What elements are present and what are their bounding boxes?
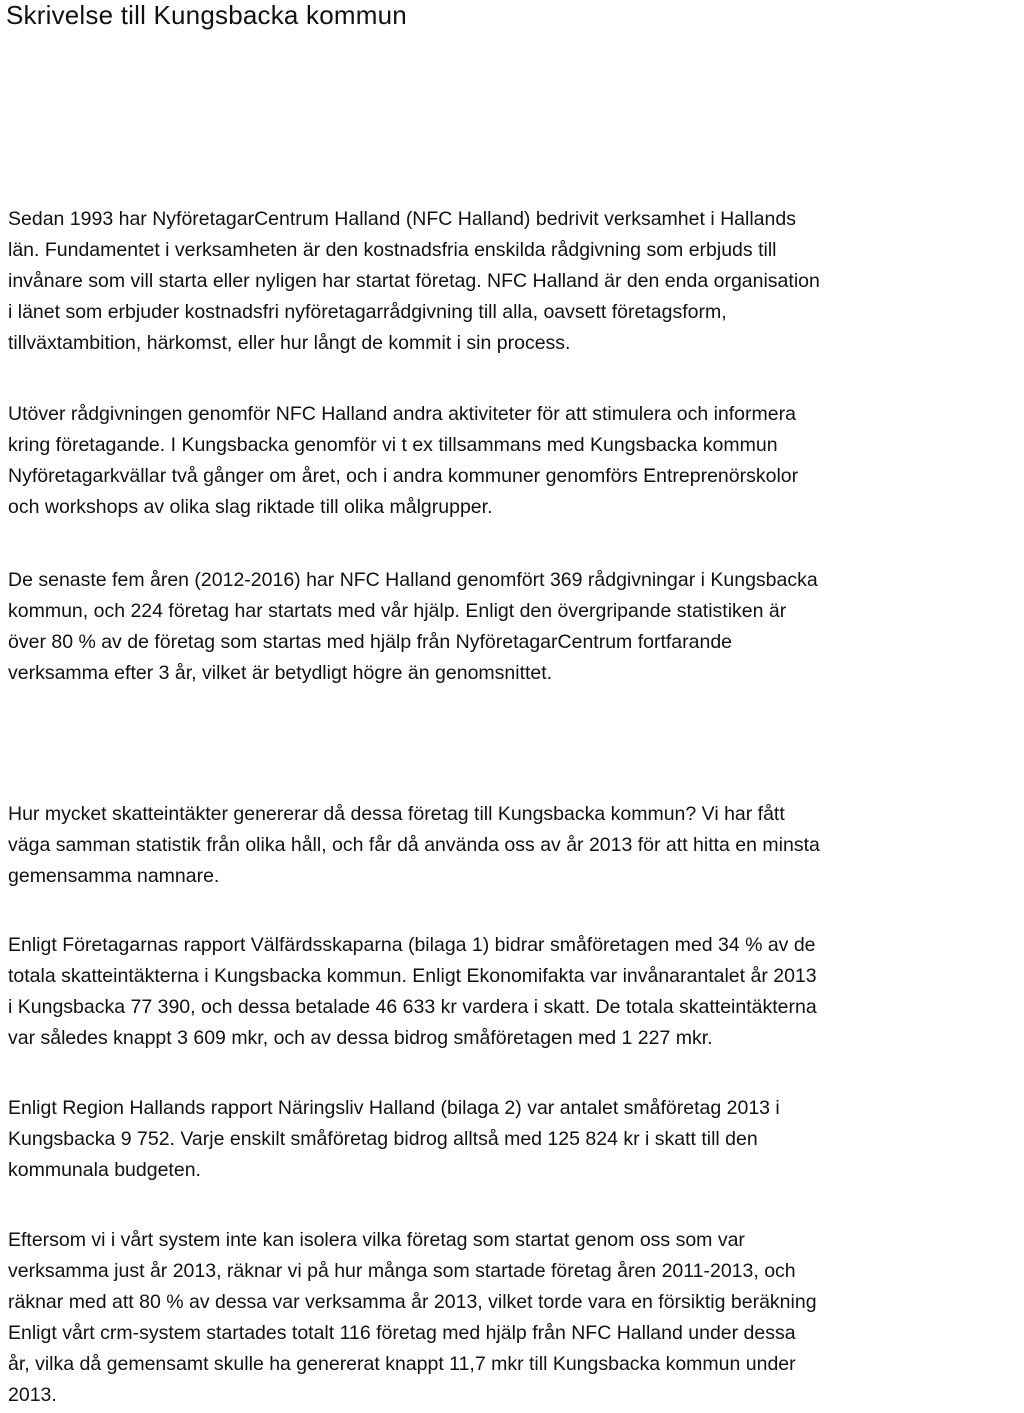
paragraph-line: Eftersom vi i vårt system inte kan isolera vilka företag som startat genom oss som var [8, 1229, 745, 1251]
document-title: Skrivelse till Kungsbacka kommun [6, 0, 407, 30]
paragraph-tax-question [8, 799, 820, 892]
paragraph-line: Utöver rådgivningen genomför NFC Halland andra aktiviteter för att stimulera och informera [8, 403, 796, 425]
paragraph-line: räknar med att 80 % av dessa var verksamma år 2013, vilket torde vara en försiktig beräkning [8, 1291, 817, 1313]
paragraph-line: kring företagande. I Kungsbacka genomför vi t ex tillsammans med Kungsbacka kommun [8, 434, 778, 456]
paragraph-line: De senaste fem åren (2012-2016) har NFC Halland genomfört 369 rådgivningar i Kungsbacka [8, 569, 818, 591]
paragraph-calculation [8, 1225, 817, 1411]
paragraph-line: Enligt vårt crm-system startades totalt 116 företag med hjälp från NFC Halland under dessa [8, 1322, 796, 1344]
paragraph-line: verksamma efter 3 år, vilket är betydligt högre än genomsnittet. [8, 662, 553, 684]
paragraph-foretagarna-report [8, 930, 817, 1054]
paragraph-line: totala skatteintäkterna i Kungsbacka kommun. Enligt Ekonomifakta var invånarantalet år 2013 [8, 965, 817, 987]
paragraph-line: Nyföretagarkvällar två gånger om året, och i andra kommuner genomförs Entreprenörskolor [8, 465, 799, 487]
paragraph-line: och workshops av olika slag riktade till olika målgrupper. [8, 496, 493, 518]
paragraph-line: över 80 % av de företag som startas med hjälp från NyföretagarCentrum fortfarande [8, 631, 733, 653]
paragraph-line: Enligt Region Hallands rapport Näringsliv Halland (bilaga 2) var antalet småföretag 2013 i [8, 1097, 780, 1119]
paragraph-line: tillväxtambition, härkomst, eller hur långt de kommit i sin process. [8, 332, 571, 354]
paragraph-line: i länet som erbjuder kostnadsfri nyföretagarrådgivning till alla, oavsett företagsform, [8, 301, 727, 323]
paragraph-line: Hur mycket skatteintäkter genererar då dessa företag till Kungsbacka kommun? Vi har fått [8, 803, 785, 825]
paragraph-statistics [8, 565, 818, 689]
paragraph-line: Kungsbacka 9 752. Varje enskilt småföretag bidrog alltså med 125 824 kr i skatt till den [8, 1128, 758, 1150]
paragraph-line: Sedan 1993 har NyföretagarCentrum Halland (NFC Halland) bedrivit verksamhet i Hallands [8, 208, 796, 230]
paragraph-line: kommunala budgeten. [8, 1159, 201, 1181]
paragraph-nfc-background [8, 204, 820, 359]
paragraph-line: gemensamma namnare. [8, 865, 220, 887]
paragraph-line: kommun, och 224 företag har startats med vår hjälp. Enligt den övergripande statistiken är [8, 600, 787, 622]
paragraph-line: verksamma just år 2013, räknar vi på hur många som startade företag åren 2011-2013, och [8, 1260, 796, 1282]
paragraph-line: var således knappt 3 609 mkr, och av dessa bidrog småföretagen med 1 227 mkr. [8, 1027, 713, 1049]
paragraph-line: år, vilka då gemensamt skulle ha genererat knappt 11,7 mkr till Kungsbacka kommun under [8, 1353, 796, 1375]
paragraph-line: 2013. [8, 1384, 57, 1406]
paragraph-activities [8, 399, 798, 523]
paragraph-line: län. Fundamentet i verksamheten är den kostnadsfria enskilda rådgivning som erbjuds till [8, 239, 777, 261]
paragraph-line: Enligt Företagarnas rapport Välfärdsskaparna (bilaga 1) bidrar småföretagen med 34 % av de [8, 934, 816, 956]
paragraph-line: i Kungsbacka 77 390, och dessa betalade 46 633 kr vardera i skatt. De totala skatteintäkterna [8, 996, 817, 1018]
paragraph-line: invånare som vill starta eller nyligen har startat företag. NFC Halland är den enda organisation [8, 270, 820, 292]
paragraph-region-report [8, 1093, 780, 1186]
paragraph-line: väga samman statistik från olika håll, och får då använda oss av år 2013 för att hitta en minsta [8, 834, 820, 856]
